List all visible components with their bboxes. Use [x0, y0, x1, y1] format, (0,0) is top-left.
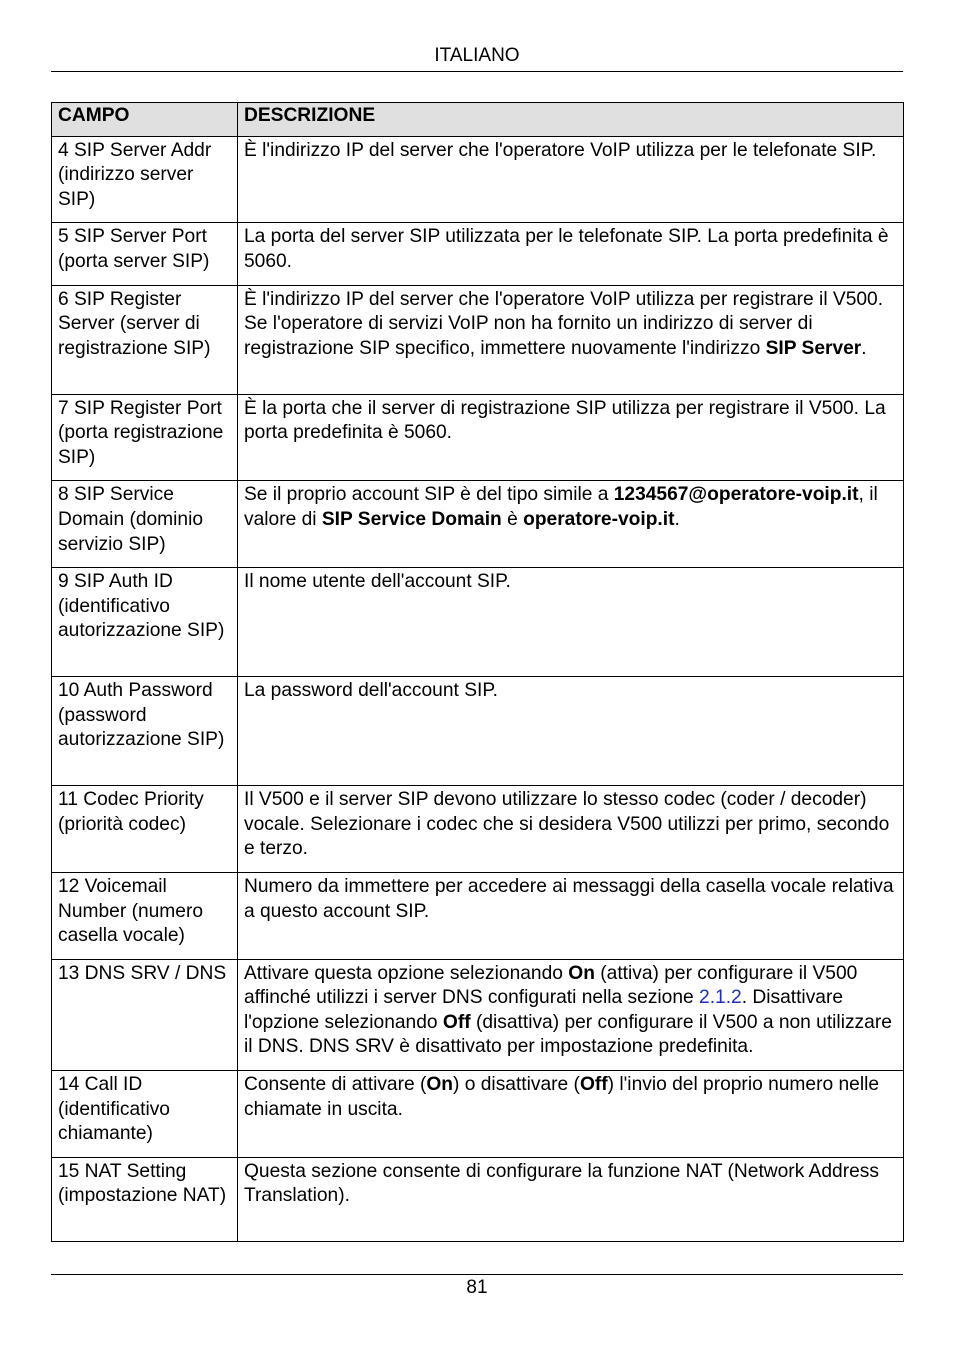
description-cell: Questa sezione consente di configurare la funzione NAT (Network Address Translation).	[238, 1157, 904, 1241]
table-row	[52, 223, 904, 285]
table-row	[52, 959, 904, 1070]
field-cell: 8 SIP Service Domain (dominio servizio SIP)	[52, 481, 238, 568]
table-row	[52, 786, 904, 873]
field-cell: 9 SIP Auth ID (identificativo autorizzazione SIP)	[52, 568, 238, 677]
table-row	[52, 136, 904, 223]
field-description-table	[51, 102, 904, 1242]
table-row	[52, 481, 904, 568]
field-cell: 4 SIP Server Addr (indirizzo server SIP)	[52, 136, 238, 223]
table-header-row	[52, 103, 904, 137]
description-cell: È la porta che il server di registrazione SIP utilizza per registrare il V500. La porta predefinita è 5060.	[238, 394, 904, 481]
description-cell: Il nome utente dell'account SIP.	[238, 568, 904, 677]
field-cell: 10 Auth Password (password autorizzazione SIP)	[52, 677, 238, 786]
description-cell: La porta del server SIP utilizzata per le telefonate SIP. La porta predefinita è 5060.	[238, 223, 904, 285]
field-cell: 13 DNS SRV / DNS	[52, 959, 238, 1070]
table-row	[52, 1157, 904, 1241]
table-row	[52, 872, 904, 959]
description-cell: È l'indirizzo IP del server che l'operatore VoIP utilizza per registrare il V500. Se l'operatore di servizi VoIP non ha fornito un indirizzo di server di registrazione SIP specifico, immettere nuovamente l'indirizzo SIP Server.	[238, 285, 904, 394]
field-cell: 5 SIP Server Port (porta server SIP)	[52, 223, 238, 285]
field-cell: 6 SIP Register Server (server di registrazione SIP)	[52, 285, 238, 394]
table-row	[52, 677, 904, 786]
header-divider	[51, 71, 903, 72]
field-cell: 14 Call ID (identificativo chiamante)	[52, 1071, 238, 1158]
field-cell: 7 SIP Register Port (porta registrazione SIP)	[52, 394, 238, 481]
table-row	[52, 394, 904, 481]
description-cell: Numero da immettere per accedere ai messaggi della casella vocale relativa a questo account SIP.	[238, 872, 904, 959]
table-row	[52, 1071, 904, 1158]
page-header-title: ITALIANO	[434, 45, 520, 66]
table-row	[52, 285, 904, 394]
description-cell: Il V500 e il server SIP devono utilizzare lo stesso codec (coder / decoder) vocale. Selezionare i codec che si desidera V500 utilizzi per primo, secondo e terzo.	[238, 786, 904, 873]
footer-divider	[51, 1274, 903, 1275]
field-cell: 15 NAT Setting (impostazione NAT)	[52, 1157, 238, 1241]
description-cell: È l'indirizzo IP del server che l'operatore VoIP utilizza per le telefonate SIP.	[238, 136, 904, 223]
field-cell: 12 Voicemail Number (numero casella vocale)	[52, 872, 238, 959]
section-link[interactable]: 2.1.2	[699, 987, 742, 1009]
description-cell: Consente di attivare (On) o disattivare (Off) l'invio del proprio numero nelle chiamate in uscita.	[238, 1071, 904, 1158]
page-number: 81	[466, 1277, 488, 1298]
field-cell: 11 Codec Priority (priorità codec)	[52, 786, 238, 873]
column-header-descrizione: DESCRIZIONE	[238, 103, 904, 137]
description-cell: La password dell'account SIP.	[238, 677, 904, 786]
table-row	[52, 568, 904, 677]
column-header-campo: CAMPO	[52, 103, 238, 137]
description-cell: Se il proprio account SIP è del tipo simile a 1234567@operatore-voip.it, il valore di SIP Service Domain è operatore-voip.it.	[238, 481, 904, 568]
description-cell: Attivare questa opzione selezionando On (attiva) per configurare il V500 affinché utilizzi i server DNS configurati nella sezione 2.1.2. Disattivare l'opzione selezionando Off (disattiva) per configurare il V500 a non utilizzare il DNS. DNS SRV è disattivato per impostazione predefinita.	[238, 959, 904, 1070]
